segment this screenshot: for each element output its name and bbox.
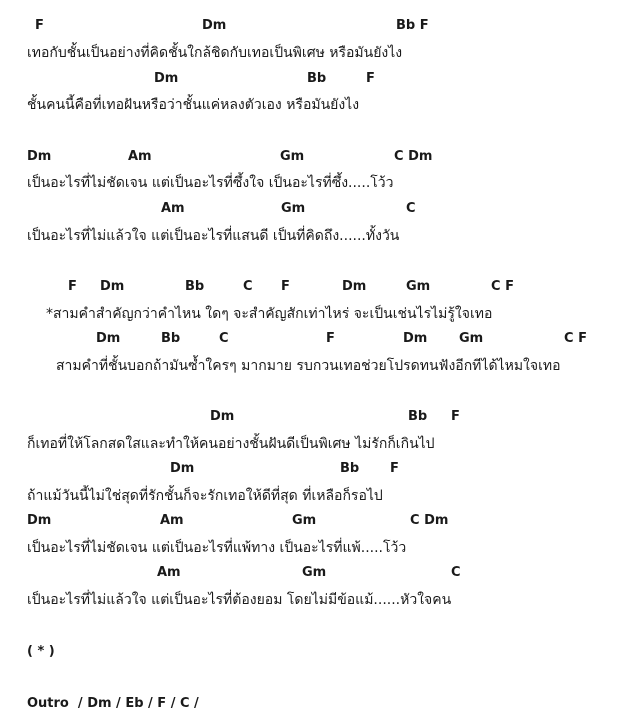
- chord: F: [366, 71, 375, 86]
- chord: Dm: [202, 18, 227, 33]
- chord: Bb: [340, 461, 360, 476]
- chord: Dm: [100, 279, 125, 294]
- chord: C: [451, 565, 461, 580]
- chord: Gm: [459, 331, 484, 346]
- lyric-line: สามคำที่ชั้นบอกถ้ามันซ้ำใครๆ มากมาย รบกวนเทอช่วยโปรดทนฟังอีกทีได้ไหมใจเทอ: [56, 358, 561, 374]
- chord: C: [219, 331, 229, 346]
- chord: F: [68, 279, 77, 294]
- chord: Am: [157, 565, 181, 580]
- chord: Dm: [27, 149, 52, 164]
- chord: Dm: [96, 331, 121, 346]
- chord: Dm: [342, 279, 367, 294]
- outro-line: Outro / Dm / Eb / F / C /: [27, 696, 199, 711]
- chord: Bb: [408, 409, 428, 424]
- chord: Gm: [406, 279, 431, 294]
- chord: F: [451, 409, 460, 424]
- chord: Gm: [292, 513, 317, 528]
- chord: Bb F: [396, 18, 429, 33]
- chord: Bb: [307, 71, 327, 86]
- chord: C Dm: [394, 149, 433, 164]
- chord: Dm: [403, 331, 428, 346]
- chord: Am: [160, 513, 184, 528]
- chord: Gm: [302, 565, 327, 580]
- chord: Bb: [185, 279, 205, 294]
- lyric-line: เป็นอะไรที่ไม่แล้วใจ แต่เป็นอะไรที่ต้องยอม โดยไม่มีข้อแม้......หัวใจคน: [27, 592, 452, 608]
- lyric-line: ชั้นคนนี้คือที่เทอฝันหรือว่าชั้นแค่หลงตัวเอง หรือมันยังไง: [27, 97, 360, 113]
- chord: Am: [128, 149, 152, 164]
- chord: C F: [564, 331, 587, 346]
- lyric-line: ก็เทอที่ให้โลกสดใสและทำให้คนอย่างชั้นฝันดีเป็นพิเศษ ไม่รักก็เกินไป: [27, 436, 435, 452]
- chord: Dm: [154, 71, 179, 86]
- chord: C: [406, 201, 416, 216]
- chord: Dm: [210, 409, 235, 424]
- lyric-line: เทอกับชั้นเป็นอย่างที่คิดชั้นใกล้ชิดกับเทอเป็นพิเศษ หรือมันยังไง: [27, 45, 403, 61]
- chord: Dm: [170, 461, 195, 476]
- lyric-line: เป็นอะไรที่ไม่ชัดเจน แต่เป็นอะไรที่แพ้ทาง เป็นอะไรที่แพ้.....โว้ว: [27, 540, 407, 556]
- repeat-mark: ( * ): [27, 644, 55, 659]
- lyric-line: เป็นอะไรที่ไม่ชัดเจน แต่เป็นอะไรที่ซึ้งใจ เป็นอะไรที่ซึ้ง.....โว้ว: [27, 175, 394, 191]
- chord: F: [390, 461, 399, 476]
- lyric-line: *สามคำสำคัญกว่าคำไหน ใดๆ จะสำคัญสักเท่าไหร่ จะเป็นเช่นไรไม่รู้ใจเทอ: [46, 306, 493, 322]
- chord: Gm: [280, 149, 305, 164]
- lyric-line: เป็นอะไรที่ไม่แล้วใจ แต่เป็นอะไรที่แสนดี เป็นที่คิดถึง......ทั้งวัน: [27, 228, 400, 244]
- chord: C: [243, 279, 253, 294]
- chord: F: [281, 279, 290, 294]
- chord: Dm: [27, 513, 52, 528]
- chord: C Dm: [410, 513, 449, 528]
- chord: C F: [491, 279, 514, 294]
- chord: Am: [161, 201, 185, 216]
- chord: Bb: [161, 331, 181, 346]
- chord: F: [326, 331, 335, 346]
- lyric-line: ถ้าแม้วันนี้ไม่ใช่สุดที่รักชั้นก็จะรักเทอให้ดีที่สุด ที่เหลือก็รอไป: [27, 488, 383, 504]
- chord: F: [35, 18, 44, 33]
- chord: Gm: [281, 201, 306, 216]
